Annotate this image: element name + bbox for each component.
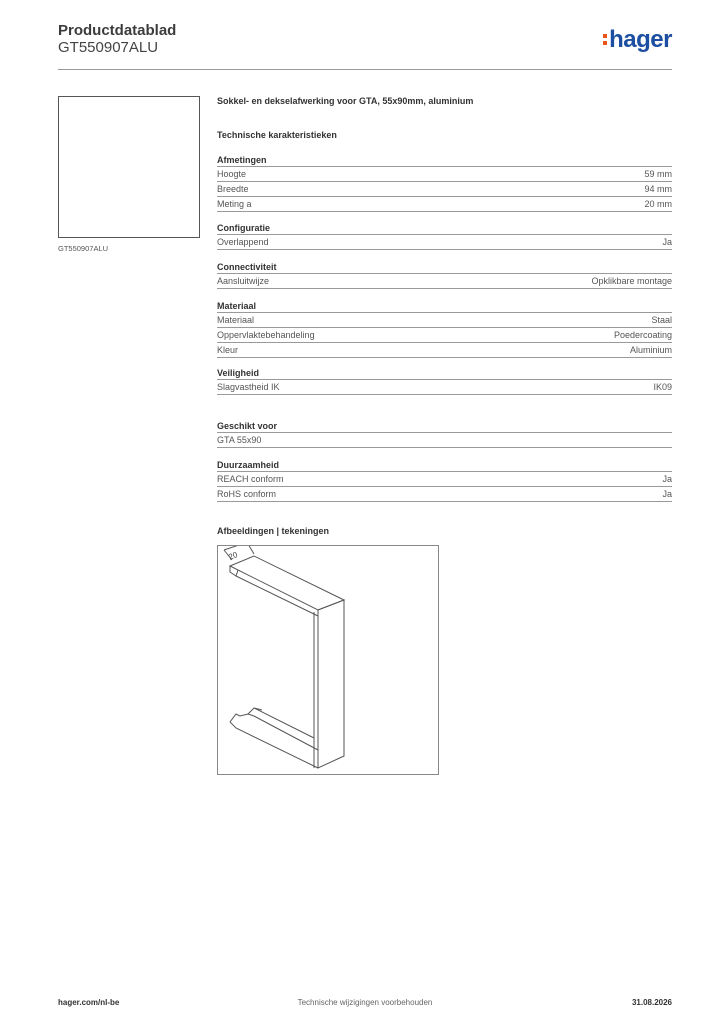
section-afmetingen [217,154,672,212]
spec-value: Ja [662,489,672,499]
spec-label: Breedte [217,184,249,194]
spec-row [217,313,672,328]
spec-value: 59 mm [644,169,672,179]
spec-row [217,343,672,358]
spec-label: REACH conform [217,474,284,484]
spec-label: GTA 55x90 [217,435,262,445]
document-title: Productdatablad [58,22,177,39]
cover-drawing-svg [218,546,438,774]
spec-value: Ja [662,237,672,247]
section-title: Afmetingen [217,154,672,167]
spec-value: Ja [662,474,672,484]
section-materiaal [217,300,672,358]
drawings-title: Afbeeldingen | tekeningen [217,526,330,536]
section-title: Connectiviteit [217,261,672,274]
spec-value: Poedercoating [613,330,672,340]
section-title: Geschikt voor [217,420,672,433]
footer-date: 31.08.2026 [631,998,672,1007]
section-title: Veiligheid [217,367,672,380]
product-image [58,96,200,238]
spec-row [217,328,672,343]
spec-row [217,487,672,502]
spec-value: Aluminium [629,345,672,355]
spec-value: 94 mm [644,184,672,194]
hager-logo [603,26,672,54]
spec-label: Kleur [217,345,239,355]
technical-title: Technische karakteristieken [217,130,337,140]
logo-dots-icon [603,33,607,47]
spec-label: Slagvastheid IK [217,382,280,392]
spec-row [217,182,672,197]
spec-label: Aansluitwijze [217,276,270,286]
page-footer [58,998,672,1012]
page-header [58,22,672,70]
section-title: Duurzaamheid [217,459,672,472]
footer-disclaimer: Technische wijzigingen voorbehouden [297,998,433,1007]
product-description: Sokkel- en dekselafwerking voor GTA, 55x90mm, aluminium [217,96,474,106]
section-connectiviteit [217,261,672,289]
section-configuratie [217,222,672,250]
spec-row [217,274,672,289]
footer-website: hager.com/nl-be [58,998,120,1007]
section-title: Configuratie [217,222,672,235]
product-image-caption: GT550907ALU [58,244,109,253]
technical-drawing [217,545,439,775]
spec-row [217,197,672,212]
spec-value: 20 mm [644,199,672,209]
section-duurzaamheid [217,459,672,502]
spec-label: Oppervlaktebehandeling [217,330,315,340]
spec-row [217,472,672,487]
spec-label: Hoogte [217,169,247,179]
logo-text: hager [609,26,672,53]
spec-label: RoHS conform [217,489,277,499]
spec-row [217,380,672,395]
section-veiligheid [217,367,672,395]
spec-label: Overlappend [217,237,269,247]
dimension-label: 20 [227,550,239,562]
product-code: GT550907ALU [58,39,159,56]
spec-value: Opklikbare montage [591,276,672,286]
spec-row [217,167,672,182]
spec-value: Staal [651,315,672,325]
spec-label: Materiaal [217,315,255,325]
spec-value: IK09 [653,382,672,392]
section-geschikt-voor [217,420,672,448]
spec-row [217,433,672,448]
section-title: Materiaal [217,300,672,313]
spec-row [217,235,672,250]
spec-label: Meting a [217,199,252,209]
